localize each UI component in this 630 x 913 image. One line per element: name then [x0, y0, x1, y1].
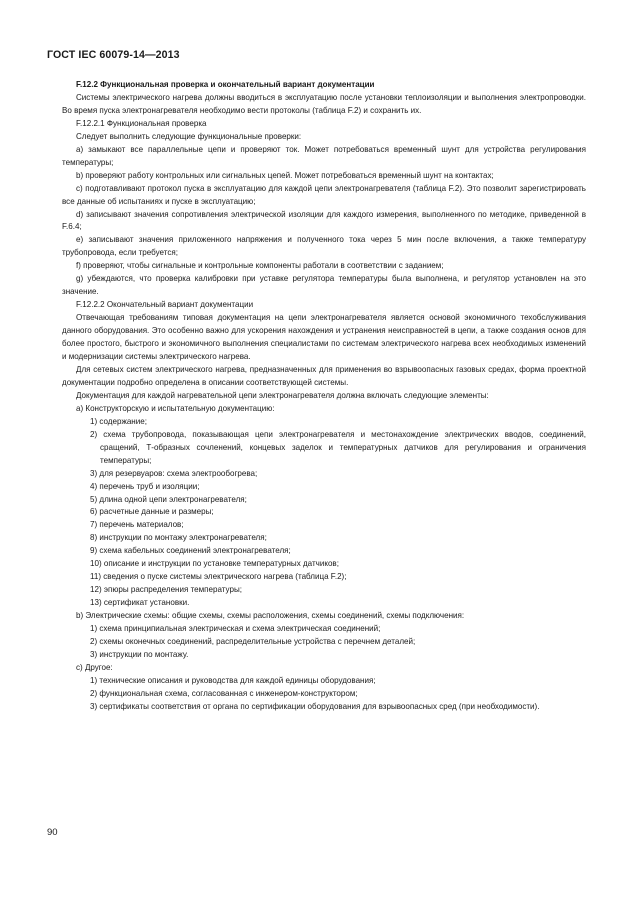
- standard-header: ГОСТ IEC 60079-14—2013: [47, 49, 180, 61]
- group-label-c: c) Другое:: [76, 662, 113, 672]
- subsection-heading-functional-check: F.12.2.1 Функциональная проверка: [76, 118, 207, 128]
- list-item: 1) содержание;: [90, 416, 147, 426]
- paragraph: Для сетевых систем электрического нагрева, предназначенных для применения во взрывоопасных газовых средах, форма проектной документации подробно определена в описании соответствующей системы.: [62, 364, 586, 387]
- list-item: 3) инструкции по монтажу.: [90, 649, 189, 659]
- paragraph: Отвечающая требованиям типовая документация на цепи электронагревателя является основой экономичного техобслуживания данного оборудования. Это особенно важно для ускорения нахождения и устранения неисправностей в цепи, а также создания основ для более простого, быстрого и экономичного выполнения специалистами по системам электрического нагрева всех необходимых изменений и модернизации системы электрического нагрева.: [62, 313, 586, 362]
- subsection-heading-final-documentation: F.12.2.2 Окончательный вариант документации: [76, 300, 254, 310]
- paragraph: Документация для каждой нагревательной цепи электронагревателя должна включать следующие элементы:: [76, 390, 489, 400]
- list-item: d) записывают значения сопротивления электрической изоляции для каждого измерения, выполненного по методике, приведенной в F.6.4;: [62, 209, 586, 232]
- functional-check-lead: Следует выполнить следующие функциональные проверки:: [76, 131, 302, 141]
- section-title: F.12.2 Функциональная проверка и окончательный вариант документации: [76, 80, 375, 89]
- list-item: 9) схема кабельных соединений электронагревателя;: [90, 546, 291, 556]
- group-label-b: b) Электрические схемы: общие схемы, схемы расположения, схемы соединений, схемы подключения:: [76, 611, 465, 621]
- list-item: 12) эпюры распределения температуры;: [90, 585, 242, 595]
- list-item: a) замыкают все параллельные цепи и проверяют ток. Может потребоваться временный шунт для устройства регулирования температуры;: [62, 144, 586, 167]
- intro-paragraph: Системы электрического нагрева должны вводиться в эксплуатацию после установки теплоизоляции и выполнения электропроводки. Во время пуска электронагревателя необходимо вести протоколы (таблица F.2) и сохранить их.: [62, 92, 586, 115]
- list-item: 1) технические описания и руководства для каждой единицы оборудования;: [90, 675, 376, 685]
- list-item: 10) описание и инструкции по установке температурных датчиков;: [90, 559, 339, 569]
- list-item: 1) схема принципиальная электрическая и схема электрическая соединений;: [90, 624, 381, 634]
- group-label-a: a) Конструкторскую и испытательную документацию:: [76, 403, 275, 413]
- list-item: c) подготавливают протокол пуска в эксплуатацию для каждой цепи электронагревателя (таблица F.2). Это позволит зарегистрировать все данные об испытаниях и пуске в эксплуатацию;: [62, 183, 586, 206]
- document-body: [62, 79, 586, 714]
- list-item: 3) для резервуаров: схема электрообогрева;: [90, 468, 258, 478]
- list-item: e) записывают значения приложенного напряжения и полученного тока через 5 мин после включения, а также температуру трубопровода, если требуется;: [62, 235, 586, 258]
- list-item: 6) расчетные данные и размеры;: [90, 507, 214, 517]
- list-item: 2) схемы оконечных соединений, распределительные устройства с перечнем деталей;: [90, 636, 416, 646]
- list-item: 13) сертификат установки.: [90, 598, 190, 608]
- list-item: 8) инструкции по монтажу электронагревателя;: [90, 533, 267, 543]
- list-item: g) убеждаются, что проверка калибровки при уставке регулятора температуры была выполнена, и регулятор установлен на это значение.: [62, 274, 586, 297]
- list-item: 2) функциональная схема, согласованная с инженером-конструктором;: [90, 688, 358, 698]
- list-item: 4) перечень труб и изоляции;: [90, 481, 200, 491]
- list-item: 5) длина одной цепи электронагревателя;: [90, 494, 247, 504]
- list-item: b) проверяют работу контрольных или сигнальных цепей. Может потребоваться временный шунт на контактах;: [76, 170, 494, 180]
- list-item: 11) сведения о пуске системы электрического нагрева (таблица F.2);: [90, 572, 347, 582]
- list-item: 7) перечень материалов;: [90, 520, 184, 530]
- page-number: 90: [47, 827, 58, 838]
- list-item: f) проверяют, чтобы сигнальные и контрольные компоненты работали в соответствии с заданием;: [76, 261, 444, 271]
- list-item: 2) схема трубопровода, показывающая цепи электронагревателя и местонахождение электрических вводов, соединений, сращений, Т-образных сочленений, концевых заделок и температурных датчиков для регулирования и ограничения температуры;: [90, 429, 586, 465]
- list-item: 3) сертификаты соответствия от органа по сертификации оборудования для взрывоопасных сред (при необходимости).: [90, 701, 540, 711]
